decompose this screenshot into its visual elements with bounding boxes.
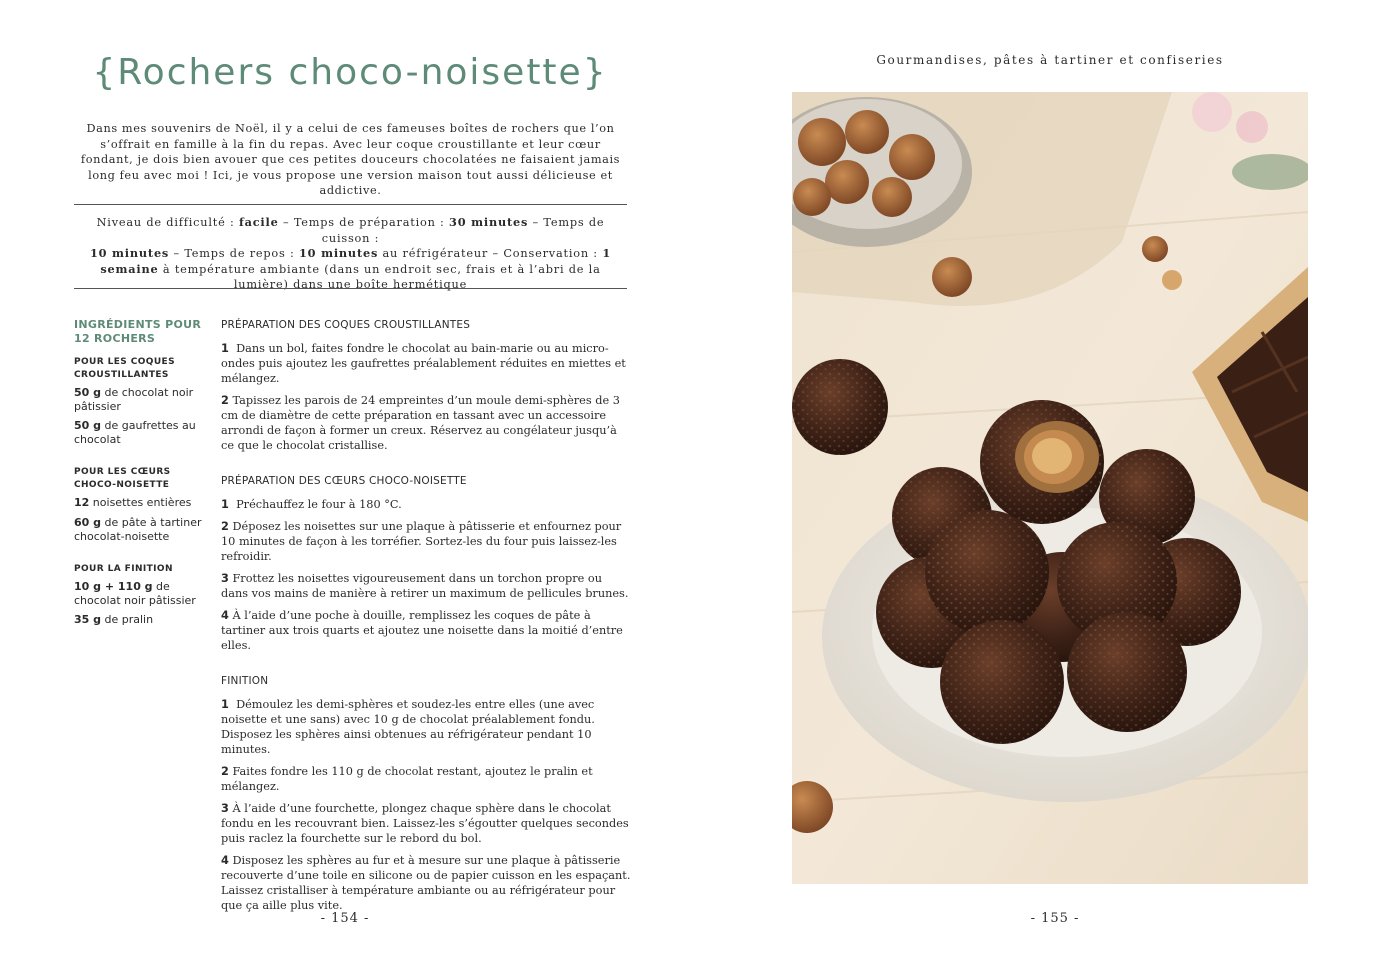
step-text: Préchauffez le four à 180 °C. — [236, 498, 402, 511]
ingredient-text: de pâte à tartiner chocolat-noisette — [74, 515, 202, 543]
ingredient-qty: 10 g + 110 g — [74, 580, 153, 594]
step-number: 1 — [221, 698, 229, 711]
step — [221, 497, 631, 512]
difficulty-value: facile — [238, 215, 279, 229]
ingredient-item — [74, 516, 204, 543]
step-text: Dans un bol, faites fondre le chocolat au bain-marie ou au micro-ondes puis ajoutez les gaufrettes préalablement réduites en miettes et mélangez. — [221, 342, 626, 385]
step-text: Faites fondre les 110 g de chocolat restant, ajoutez le pralin et mélangez. — [221, 765, 593, 793]
step-text: Disposez les sphères au fur et à mesure sur une plaque à pâtisserie recouverte d’une toile en silicone ou de papier cuisson en les espaçant. Laissez cristalliser à température ambiante ou au réfrigérateur pour que ça aille plus vite. — [221, 854, 631, 912]
steps-column — [221, 318, 631, 920]
ingredient-text: de pralin — [101, 613, 154, 627]
ingredient-qty: 50 g — [74, 386, 102, 399]
divider-bottom — [74, 288, 627, 289]
recipe-meta — [74, 215, 627, 293]
step-text: Tapissez les parois de 24 empreintes d’un moule demi-sphères de 3 cm de diamètre de cette préparation en tassant avec un accessoire arrondi de façon à former un creux. Réservez au congélateur jusqu’à ce que le chocolat cristallise. — [221, 394, 620, 452]
ingredient-qty: 60 g — [74, 515, 102, 529]
meta-sep: – Temps de repos : — [169, 247, 300, 261]
step-number: 4 — [221, 609, 229, 622]
prep-time-value: 30 minutes — [449, 215, 529, 229]
ingredient-text: noisettes entières — [89, 496, 192, 510]
step-number: 2 — [221, 520, 229, 533]
meta-sep: au réfrigérateur – Conservation : — [378, 247, 603, 261]
meta-sep: – Temps de préparation : — [278, 216, 450, 229]
ingredient-text: de gaufrettes au chocolat — [74, 419, 196, 446]
ingredient-item — [74, 419, 204, 446]
ingredients-heading: INGRÉDIENTS POUR 12 ROCHERS — [74, 318, 202, 345]
section-title: PRÉPARATION DES COQUES CROUSTILLANTES — [221, 319, 471, 331]
step-number: 2 — [221, 394, 229, 407]
ingredient-item — [74, 386, 204, 413]
step — [221, 764, 631, 794]
meta-sep: – Temps de cuisson : — [321, 216, 605, 245]
step-number: 1 — [221, 342, 229, 355]
step-text: Déposez les noisettes sur une plaque à pâtisserie et enfournez pour 10 minutes de façon à les torréfier. Sortez-les du four puis laissez-les refroidir. — [221, 520, 622, 563]
section-title: FINITION — [221, 675, 269, 687]
cook-time-value: 10 minutes — [90, 246, 170, 261]
step — [221, 801, 631, 846]
step-text: À l’aide d’une poche à douille, remplissez les coques de pâte à tartiner aux trois quarts et ajoutez une noisette dans la moitié d’entre elles. — [221, 609, 623, 652]
running-header: Gourmandises, pâtes à tartiner et confiseries — [876, 53, 1224, 67]
divider-top — [74, 204, 627, 205]
keep-value: 1 semaine — [100, 246, 611, 276]
step — [221, 341, 631, 386]
step — [221, 853, 631, 913]
ingredient-group-title: POUR LES COQUES CROUSTILLANTES — [74, 357, 175, 380]
ingredient-qty: 35 g — [74, 613, 102, 627]
step-number: 1 — [221, 498, 229, 511]
step-text: Frottez les noisettes vigoureusement dans un torchon propre ou dans vos mains de manière à retirer un maximum de pellicules brunes. — [221, 572, 629, 600]
ingredient-item — [74, 580, 204, 607]
step-text: À l’aide d’une fourchette, plongez chaque sphère dans le chocolat fondu en les recouvrant bien. Laissez-les s’égoutter quelques secondes puis raclez la fourchette sur le rebord du bol. — [221, 802, 629, 845]
step-number: 4 — [221, 854, 229, 867]
ingredient-qty: 12 — [74, 496, 90, 510]
step-text: Démoulez les demi-sphères et soudez-les entre elles (une avec noisette et une sans) avec 10 g de chocolat préalablement fondu. Disposez les sphères ainsi obtenues au réfrigérateur pendant 10 minutes. — [221, 698, 595, 756]
ingredient-group-title: POUR LA FINITION — [74, 564, 173, 575]
step-number: 3 — [221, 572, 229, 585]
step-number: 2 — [221, 765, 229, 778]
rest-time-value: 10 minutes — [299, 246, 379, 261]
chocolate-hazelnut-rochers-photo — [792, 92, 1308, 884]
ingredient-text: de chocolat noir pâtissier — [74, 386, 194, 413]
step-number: 3 — [221, 802, 229, 815]
difficulty-label: Niveau de difficulté : — [96, 216, 239, 229]
ingredient-group-title: POUR LES CŒURS CHOCO-NOISETTE — [74, 467, 171, 491]
step — [221, 697, 631, 757]
keep-text: à température ambiante (dans un endroit sec, frais et à l’abri de la lumière) dans une boîte hermétique — [158, 262, 601, 292]
step — [221, 519, 631, 564]
ingredients-column — [74, 318, 204, 633]
step — [221, 608, 631, 653]
page-number-left: - 154 - — [320, 911, 370, 926]
step — [221, 571, 631, 601]
step — [221, 393, 631, 453]
page-title: {Rochers choco-noisette} — [92, 52, 608, 93]
intro-paragraph: Dans mes souvenirs de Noël, il y a celui de ces fameuses boîtes de rochers que l’on s’offrait en famille à la fin du repas. Avec leur coque croustillante et leur cœur fondant, je dois bien avouer que ces petites douceurs chocolatées ne faisaient jamais long feu avec moi ! Ici, je vous propose une version maison tout aussi délicieuse et addictive. — [80, 122, 621, 198]
section-title: PRÉPARATION DES CŒURS CHOCO-NOISETTE — [221, 475, 467, 487]
ingredient-item — [74, 613, 204, 627]
page-number-right: - 155 - — [1030, 911, 1080, 926]
ingredient-text: de chocolat noir pâtissier — [74, 580, 196, 607]
ingredient-qty: 50 g — [74, 419, 102, 433]
ingredient-item — [74, 496, 204, 510]
